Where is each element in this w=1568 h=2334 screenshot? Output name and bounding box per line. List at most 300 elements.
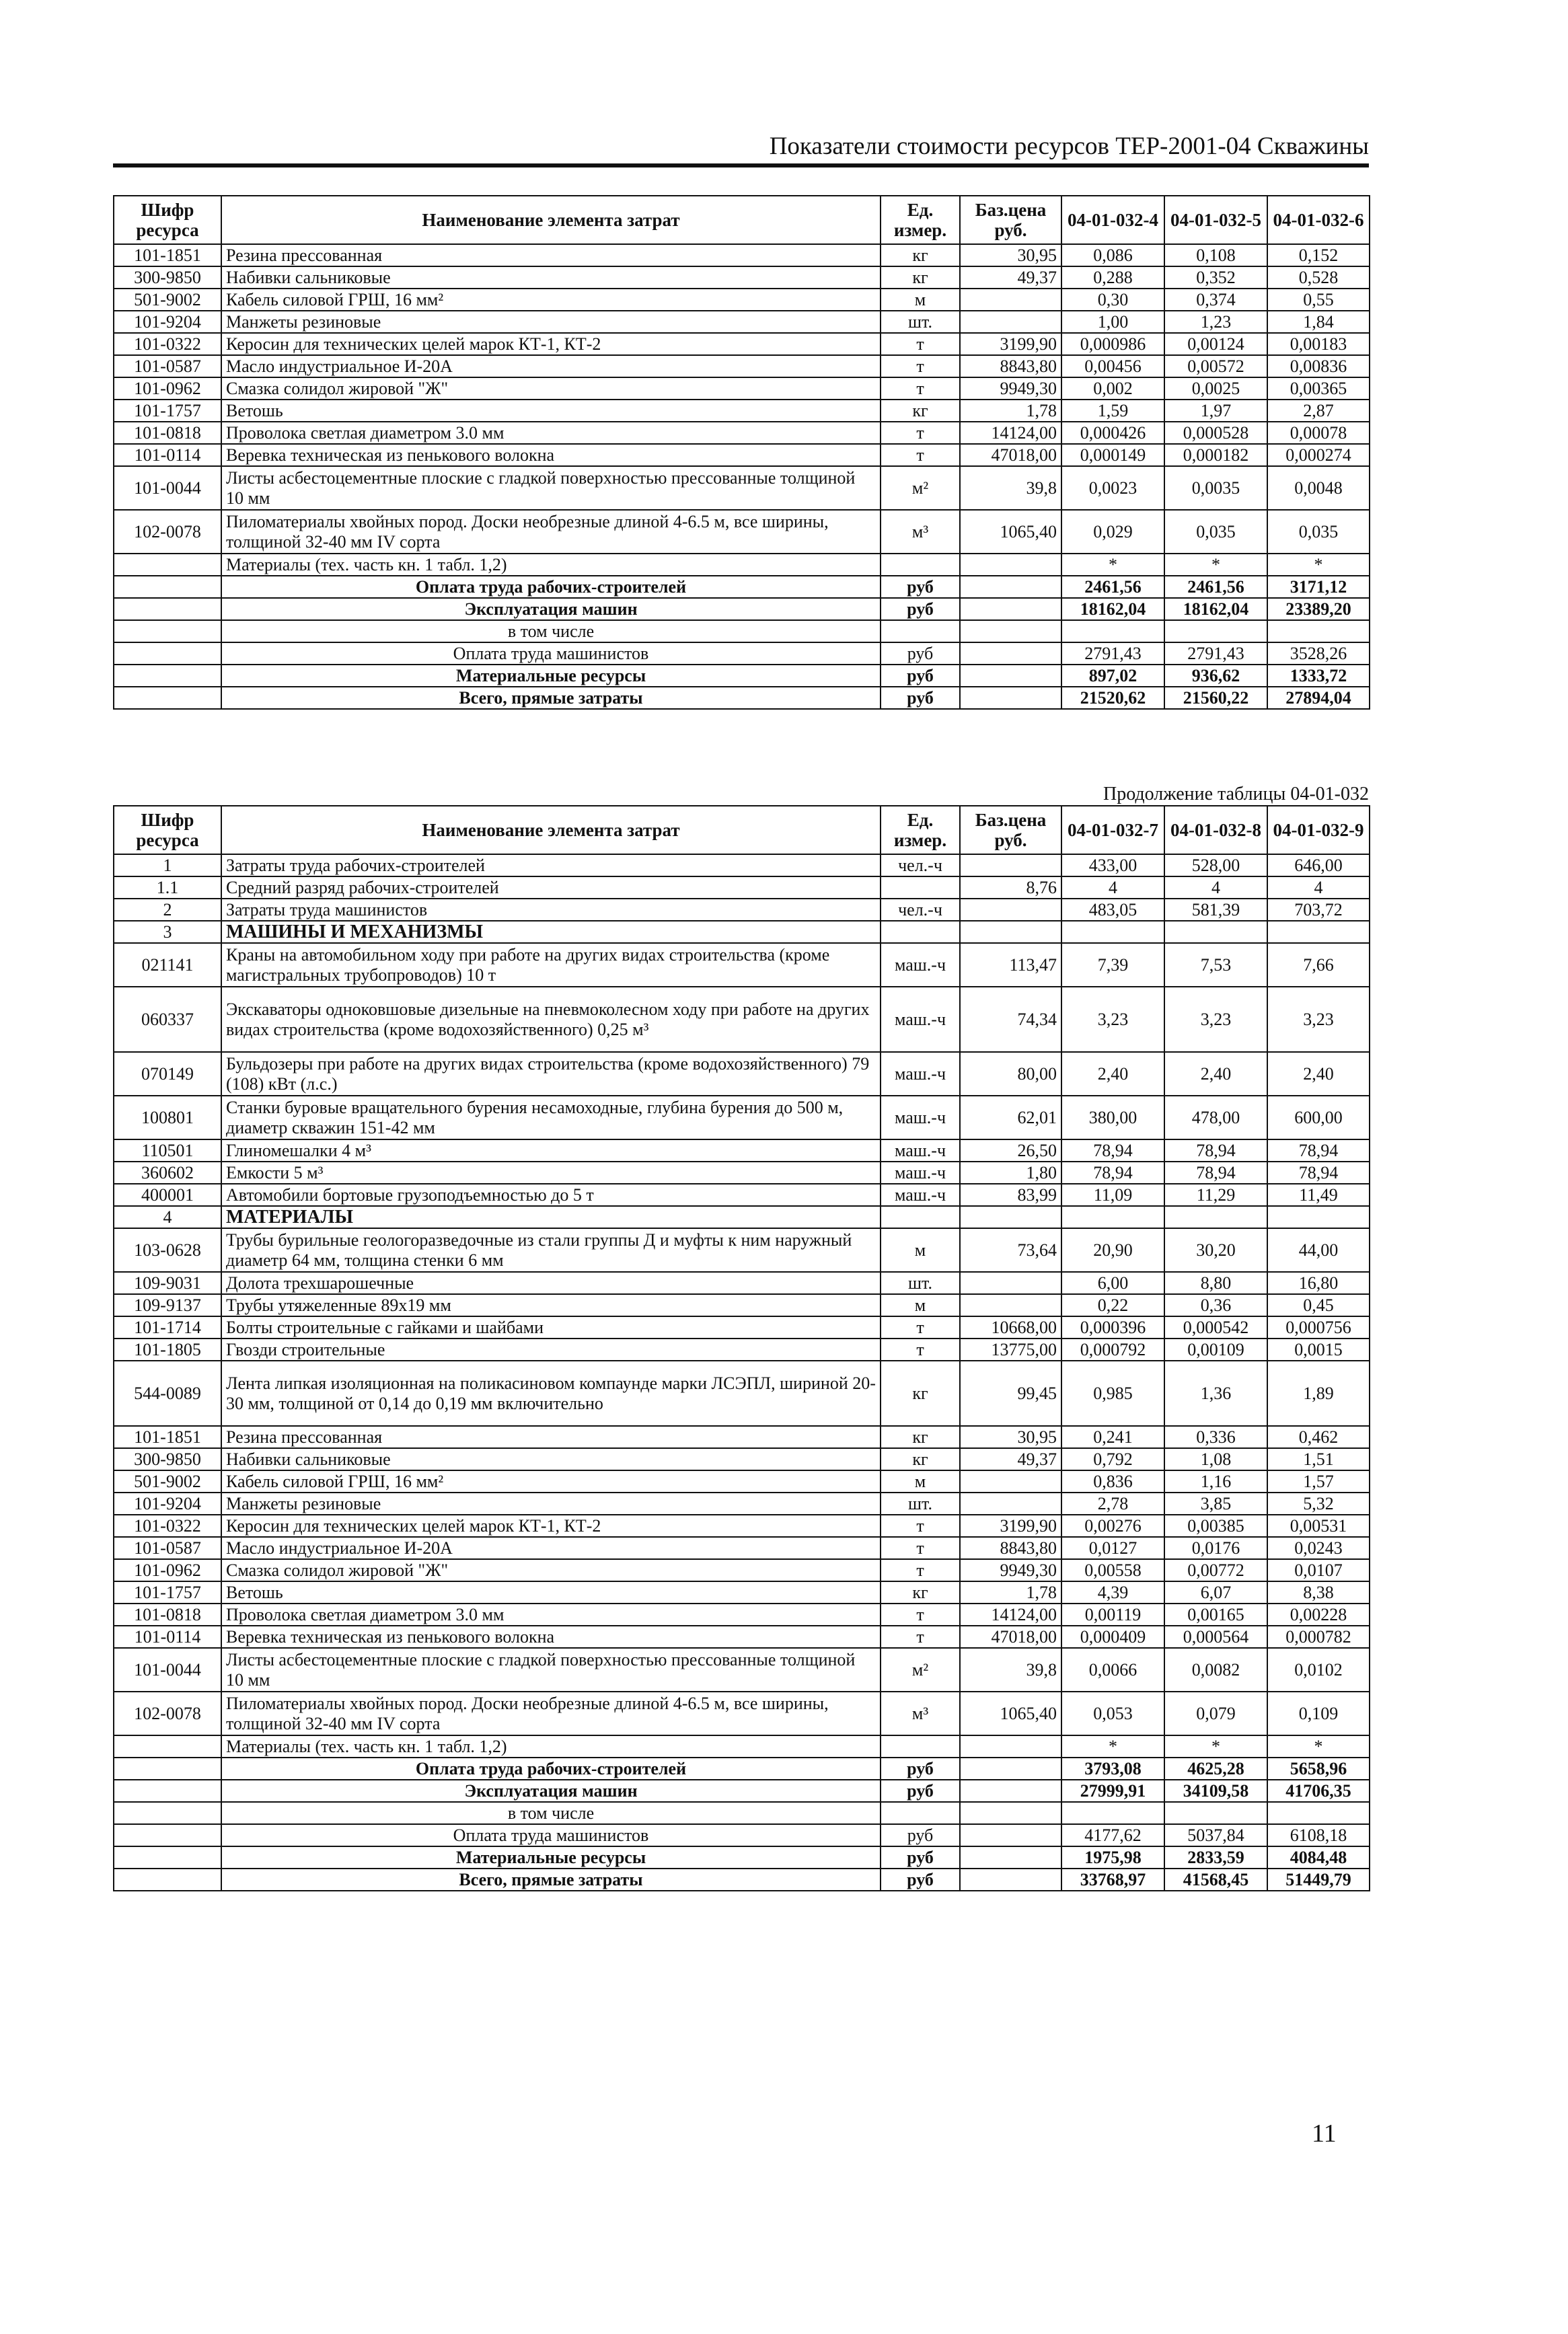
cell-name: Всего, прямые затраты xyxy=(221,687,881,709)
cell-value-3: 51449,79 xyxy=(1267,1869,1370,1891)
cell-value-2 xyxy=(1164,1206,1267,1228)
summary-row xyxy=(114,687,1370,709)
cell-value-1: 0,00119 xyxy=(1061,1604,1164,1626)
cell-value-2: 1,16 xyxy=(1164,1470,1267,1493)
cell-value-2: 1,97 xyxy=(1164,400,1267,422)
cell-value-1: 433,00 xyxy=(1061,854,1164,876)
cell-unit: кг xyxy=(881,400,960,422)
cell-code: 103-0628 xyxy=(114,1228,221,1272)
cell-value-3: 0,45 xyxy=(1267,1294,1370,1316)
cell-value-1: 4 xyxy=(1061,876,1164,899)
cell-name: Средний разряд рабочих-строителей xyxy=(221,876,881,899)
cell-price xyxy=(960,1294,1061,1316)
cell-unit xyxy=(881,1802,960,1824)
cell-code: 101-0962 xyxy=(114,377,221,400)
col-header-v3: 04-01-032-6 xyxy=(1267,196,1370,244)
cell-value-2: 0,108 xyxy=(1164,244,1267,266)
cell-price: 1,80 xyxy=(960,1162,1061,1184)
cell-value-1: 4,39 xyxy=(1061,1581,1164,1604)
cell-name: Проволока светлая диаметром 3.0 мм xyxy=(221,422,881,444)
cell-code xyxy=(114,1780,221,1802)
cell-value-3: 3171,12 xyxy=(1267,576,1370,598)
cell-value-2: 2791,43 xyxy=(1164,642,1267,665)
cell-price: 99,45 xyxy=(960,1361,1061,1426)
cell-value-3: 78,94 xyxy=(1267,1162,1370,1184)
cell-unit: т xyxy=(881,1626,960,1648)
cell-value-1: 0,086 xyxy=(1061,244,1164,266)
cell-price xyxy=(960,1470,1061,1493)
table-row xyxy=(114,1339,1370,1361)
cell-value-3: 3528,26 xyxy=(1267,642,1370,665)
cell-value-2: 34109,58 xyxy=(1164,1780,1267,1802)
cell-price: 49,37 xyxy=(960,266,1061,289)
cell-value-1 xyxy=(1061,1802,1164,1824)
table-row xyxy=(114,1604,1370,1626)
cell-name: Манжеты резиновые xyxy=(221,1493,881,1515)
cell-code: 501-9002 xyxy=(114,1470,221,1493)
summary-row xyxy=(114,620,1370,642)
table-row xyxy=(114,1361,1370,1426)
cell-value-3: 0,000274 xyxy=(1267,444,1370,466)
cell-price: 83,99 xyxy=(960,1184,1061,1206)
cell-value-2: 0,0176 xyxy=(1164,1537,1267,1559)
cell-name: МАШИНЫ И МЕХАНИЗМЫ xyxy=(221,921,881,943)
cell-value-3: 0,0102 xyxy=(1267,1648,1370,1692)
cell-value-1: 483,05 xyxy=(1061,899,1164,921)
table-row xyxy=(114,1228,1370,1272)
cell-value-3: 3,23 xyxy=(1267,987,1370,1052)
cell-unit xyxy=(881,1206,960,1228)
cell-unit: чел.-ч xyxy=(881,899,960,921)
cell-name: Долота трехшарошечные xyxy=(221,1272,881,1294)
cell-value-3 xyxy=(1267,1802,1370,1824)
cell-code: 400001 xyxy=(114,1184,221,1206)
cell-value-3: 4 xyxy=(1267,876,1370,899)
cell-value-2: 581,39 xyxy=(1164,899,1267,921)
cell-code: 101-0044 xyxy=(114,1648,221,1692)
cell-code: 100801 xyxy=(114,1096,221,1139)
cell-code xyxy=(114,620,221,642)
cell-value-3: 27894,04 xyxy=(1267,687,1370,709)
cell-value-2: 6,07 xyxy=(1164,1581,1267,1604)
cell-unit xyxy=(881,554,960,576)
cell-unit: м xyxy=(881,289,960,311)
cell-name: Бульдозеры при работе на других видах строительства (кроме водохозяйственного) 79 (108) кВт (л.с.) xyxy=(221,1052,881,1096)
cell-name: Резина прессованная xyxy=(221,1426,881,1448)
table-row xyxy=(114,400,1370,422)
cell-value-2: 936,62 xyxy=(1164,665,1267,687)
cell-value-3: 7,66 xyxy=(1267,943,1370,987)
cell-value-2: 0,0035 xyxy=(1164,466,1267,510)
cell-value-3: 1,89 xyxy=(1267,1361,1370,1426)
col-header-v2: 04-01-032-8 xyxy=(1164,806,1267,854)
cell-unit: маш.-ч xyxy=(881,1052,960,1096)
col-header-code: Шифр ресурса xyxy=(114,196,221,244)
cell-price: 74,34 xyxy=(960,987,1061,1052)
cell-value-2: 3,85 xyxy=(1164,1493,1267,1515)
cell-unit: маш.-ч xyxy=(881,943,960,987)
cell-value-2: 7,53 xyxy=(1164,943,1267,987)
table-row xyxy=(114,943,1370,987)
cell-name: Материалы (тех. часть кн. 1 табл. 1,2) xyxy=(221,1735,881,1758)
cell-value-3: 23389,20 xyxy=(1267,598,1370,620)
cell-unit: т xyxy=(881,377,960,400)
cell-price xyxy=(960,576,1061,598)
summary-row xyxy=(114,576,1370,598)
table-row xyxy=(114,1735,1370,1758)
table-row xyxy=(114,876,1370,899)
table-row xyxy=(114,289,1370,311)
cell-value-2: 0,000542 xyxy=(1164,1316,1267,1339)
cell-code: 102-0078 xyxy=(114,1692,221,1735)
cell-name: Пиломатериалы хвойных пород. Доски необрезные длиной 4-6.5 м, все ширины, толщиной 32-40 мм IV сорта xyxy=(221,1692,881,1735)
cell-name: Емкости 5 м³ xyxy=(221,1162,881,1184)
cell-unit: руб xyxy=(881,665,960,687)
cell-price xyxy=(960,642,1061,665)
cell-value-3: * xyxy=(1267,1735,1370,1758)
cell-name: Резина прессованная xyxy=(221,244,881,266)
cell-value-2: 30,20 xyxy=(1164,1228,1267,1272)
cell-code xyxy=(114,1735,221,1758)
cell-price: 10668,00 xyxy=(960,1316,1061,1339)
cell-value-1: 0,0127 xyxy=(1061,1537,1164,1559)
cell-name: Набивки сальниковые xyxy=(221,1448,881,1470)
cell-code: 102-0078 xyxy=(114,510,221,554)
cell-name: Лента липкая изоляционная на поликасиновом компаунде марки ЛСЭПЛ, шириной 20-30 мм, толщиной от 0,14 до 0,19 мм включительно xyxy=(221,1361,881,1426)
cell-unit xyxy=(881,876,960,899)
cell-unit: шт. xyxy=(881,1272,960,1294)
summary-row xyxy=(114,598,1370,620)
cell-code: 021141 xyxy=(114,943,221,987)
cell-value-3: 0,0107 xyxy=(1267,1559,1370,1581)
cell-value-3: 0,55 xyxy=(1267,289,1370,311)
table-row xyxy=(114,266,1370,289)
cell-unit xyxy=(881,921,960,943)
cell-unit xyxy=(881,1735,960,1758)
cell-code: 101-0044 xyxy=(114,466,221,510)
cell-unit: т xyxy=(881,333,960,355)
cell-price xyxy=(960,1493,1061,1515)
cell-value-3: 78,94 xyxy=(1267,1139,1370,1162)
cell-name: Набивки сальниковые xyxy=(221,266,881,289)
cell-price: 47018,00 xyxy=(960,444,1061,466)
cell-value-2: 0,000528 xyxy=(1164,422,1267,444)
cell-value-2: 0,00109 xyxy=(1164,1339,1267,1361)
cell-value-3: 4084,48 xyxy=(1267,1846,1370,1869)
cell-name: Листы асбестоцементные плоские с гладкой поверхностью прессованные толщиной 10 мм xyxy=(221,466,881,510)
cell-value-1: 1,00 xyxy=(1061,311,1164,333)
cell-name: Эксплуатация машин xyxy=(221,1780,881,1802)
cell-value-1: 0,0066 xyxy=(1061,1648,1164,1692)
cell-value-2: 1,08 xyxy=(1164,1448,1267,1470)
col-header-unit: Ед. измер. xyxy=(881,196,960,244)
cell-code xyxy=(114,554,221,576)
cell-name: Веревка техническая из пенькового волокна xyxy=(221,444,881,466)
header-rule xyxy=(113,163,1369,167)
cell-value-2: 0,000182 xyxy=(1164,444,1267,466)
cell-price xyxy=(960,620,1061,642)
cell-value-2 xyxy=(1164,921,1267,943)
cell-unit: м xyxy=(881,1228,960,1272)
cell-code: 501-9002 xyxy=(114,289,221,311)
cell-unit: чел.-ч xyxy=(881,854,960,876)
cell-unit: т xyxy=(881,1515,960,1537)
cell-price xyxy=(960,1735,1061,1758)
table-row xyxy=(114,1559,1370,1581)
table-row xyxy=(114,1162,1370,1184)
cell-code xyxy=(114,665,221,687)
cell-value-2: 4625,28 xyxy=(1164,1758,1267,1780)
cell-price: 39,8 xyxy=(960,466,1061,510)
cell-price: 1,78 xyxy=(960,400,1061,422)
cell-name: Болты строительные с гайками и шайбами xyxy=(221,1316,881,1339)
cell-value-1: 33768,97 xyxy=(1061,1869,1164,1891)
cell-value-3: 16,80 xyxy=(1267,1272,1370,1294)
cell-value-2: 0,36 xyxy=(1164,1294,1267,1316)
cell-code: 101-0322 xyxy=(114,1515,221,1537)
cell-value-2: 0,374 xyxy=(1164,289,1267,311)
cell-price: 30,95 xyxy=(960,244,1061,266)
cell-value-1: 27999,91 xyxy=(1061,1780,1164,1802)
cell-value-3: 6108,18 xyxy=(1267,1824,1370,1846)
cell-value-1: 78,94 xyxy=(1061,1139,1164,1162)
cell-value-2: * xyxy=(1164,554,1267,576)
cell-unit: маш.-ч xyxy=(881,987,960,1052)
table-row xyxy=(114,554,1370,576)
cell-value-2: 0,00572 xyxy=(1164,355,1267,377)
col-header-name: Наименование элемента затрат xyxy=(221,806,881,854)
cell-unit: т xyxy=(881,355,960,377)
cell-code: 101-0818 xyxy=(114,422,221,444)
cell-price: 14124,00 xyxy=(960,1604,1061,1626)
table-row xyxy=(114,244,1370,266)
cell-price: 113,47 xyxy=(960,943,1061,987)
table-row xyxy=(114,444,1370,466)
cell-value-2: 0,00165 xyxy=(1164,1604,1267,1626)
cell-code: 101-1757 xyxy=(114,1581,221,1604)
cell-value-3: 0,00531 xyxy=(1267,1515,1370,1537)
cell-value-2: 2833,59 xyxy=(1164,1846,1267,1869)
cell-value-2: 0,336 xyxy=(1164,1426,1267,1448)
cell-name: Манжеты резиновые xyxy=(221,311,881,333)
cell-name: Глиномешалки 4 м³ xyxy=(221,1139,881,1162)
cell-price: 62,01 xyxy=(960,1096,1061,1139)
table-row xyxy=(114,1139,1370,1162)
cell-unit: м³ xyxy=(881,510,960,554)
summary-row xyxy=(114,1824,1370,1846)
cell-name: Краны на автомобильном ходу при работе на других видах строительства (кроме магистральных трубопроводов) 10 т xyxy=(221,943,881,987)
cell-name: Оплата труда машинистов xyxy=(221,1824,881,1846)
cell-code: 101-1757 xyxy=(114,400,221,422)
table-header-row xyxy=(114,196,1370,244)
cell-price xyxy=(960,1846,1061,1869)
cell-unit: т xyxy=(881,1537,960,1559)
cell-value-2: 4 xyxy=(1164,876,1267,899)
cell-value-3 xyxy=(1267,620,1370,642)
cell-name: Пиломатериалы хвойных пород. Доски необрезные длиной 4-6.5 м, все ширины, толщиной 32-40 мм IV сорта xyxy=(221,510,881,554)
cell-name: Смазка солидол жировой "Ж" xyxy=(221,377,881,400)
cell-unit: кг xyxy=(881,266,960,289)
cell-unit: т xyxy=(881,422,960,444)
cell-unit: т xyxy=(881,1559,960,1581)
cell-price: 26,50 xyxy=(960,1139,1061,1162)
cell-value-3: 5658,96 xyxy=(1267,1758,1370,1780)
cell-name: Оплата труда машинистов xyxy=(221,642,881,665)
cell-name: Масло индустриальное И-20А xyxy=(221,355,881,377)
cell-value-1: 0,000149 xyxy=(1061,444,1164,466)
cell-name: Проволока светлая диаметром 3.0 мм xyxy=(221,1604,881,1626)
cell-code: 101-9204 xyxy=(114,311,221,333)
cell-value-1: 1,59 xyxy=(1061,400,1164,422)
cell-name: в том числе xyxy=(221,1802,881,1824)
cell-price xyxy=(960,921,1061,943)
cell-value-1: 0,000792 xyxy=(1061,1339,1164,1361)
cell-name: Станки буровые вращательного бурения несамоходные, глубина бурения до 500 м, диаметр скважин 151-42 мм xyxy=(221,1096,881,1139)
cell-value-1: 7,39 xyxy=(1061,943,1164,987)
cell-name: Трубы бурильные геологоразведочные из стали группы Д и муфты к ним наружный диаметр 64 мм, толщина стенки 6 мм xyxy=(221,1228,881,1272)
cell-value-1: 0,002 xyxy=(1061,377,1164,400)
cell-price xyxy=(960,665,1061,687)
cell-unit: руб xyxy=(881,1780,960,1802)
cell-price xyxy=(960,1272,1061,1294)
cell-value-3: 0,00228 xyxy=(1267,1604,1370,1626)
table-row xyxy=(114,1493,1370,1515)
cell-value-1: 897,02 xyxy=(1061,665,1164,687)
cell-code: 101-0818 xyxy=(114,1604,221,1626)
cell-price xyxy=(960,289,1061,311)
cell-value-2: * xyxy=(1164,1735,1267,1758)
page-header: Показатели стоимости ресурсов ТЕР-2001-04 Скважины xyxy=(769,133,1369,160)
cell-name: Кабель силовой ГРШ, 16 мм² xyxy=(221,289,881,311)
cell-code xyxy=(114,1846,221,1869)
cell-price xyxy=(960,1780,1061,1802)
cell-price xyxy=(960,854,1061,876)
table-row xyxy=(114,1692,1370,1735)
cell-code: 544-0089 xyxy=(114,1361,221,1426)
cell-value-1: 2791,43 xyxy=(1061,642,1164,665)
cell-value-2: 78,94 xyxy=(1164,1162,1267,1184)
cell-value-3: 41706,35 xyxy=(1267,1780,1370,1802)
cell-code: 4 xyxy=(114,1206,221,1228)
cell-unit: кг xyxy=(881,1581,960,1604)
cell-name: Всего, прямые затраты xyxy=(221,1869,881,1891)
cell-name: Ветошь xyxy=(221,1581,881,1604)
cell-value-3: 0,000782 xyxy=(1267,1626,1370,1648)
cell-unit: кг xyxy=(881,244,960,266)
cell-name: Оплата труда рабочих-строителей xyxy=(221,1758,881,1780)
cell-code: 3 xyxy=(114,921,221,943)
cell-value-2: 2461,56 xyxy=(1164,576,1267,598)
cell-value-1 xyxy=(1061,1206,1164,1228)
cell-value-1: 0,836 xyxy=(1061,1470,1164,1493)
cell-value-1: 0,241 xyxy=(1061,1426,1164,1448)
cell-value-3: 703,72 xyxy=(1267,899,1370,921)
table-row xyxy=(114,333,1370,355)
cell-code: 109-9137 xyxy=(114,1294,221,1316)
cell-value-3: 0,000756 xyxy=(1267,1316,1370,1339)
cell-unit: м xyxy=(881,1294,960,1316)
cell-name: Экскаваторы одноковшовые дизельные на пневмоколесном ходу при работе на других видах строительства (кроме водохозяйственного) 0,25 м³ xyxy=(221,987,881,1052)
cell-unit: кг xyxy=(881,1448,960,1470)
cell-value-3: 0,00078 xyxy=(1267,422,1370,444)
cell-value-2: 0,00385 xyxy=(1164,1515,1267,1537)
cell-name: МАТЕРИАЛЫ xyxy=(221,1206,881,1228)
cell-value-1: 0,288 xyxy=(1061,266,1164,289)
cell-unit: руб xyxy=(881,642,960,665)
cell-value-3: * xyxy=(1267,554,1370,576)
summary-row xyxy=(114,665,1370,687)
cell-name: Масло индустриальное И-20А xyxy=(221,1537,881,1559)
section-row xyxy=(114,921,1370,943)
cell-name: Трубы утяжеленные 89х19 мм xyxy=(221,1294,881,1316)
table-row xyxy=(114,466,1370,510)
cell-unit: руб xyxy=(881,1846,960,1869)
cell-value-2 xyxy=(1164,620,1267,642)
cell-value-3: 0,035 xyxy=(1267,510,1370,554)
cell-name: Материальные ресурсы xyxy=(221,665,881,687)
cell-value-2 xyxy=(1164,1802,1267,1824)
cell-value-2: 3,23 xyxy=(1164,987,1267,1052)
cell-value-3: 1333,72 xyxy=(1267,665,1370,687)
cell-value-1: 0,00558 xyxy=(1061,1559,1164,1581)
cell-value-3: 600,00 xyxy=(1267,1096,1370,1139)
cell-value-1: 2,40 xyxy=(1061,1052,1164,1096)
table-row xyxy=(114,987,1370,1052)
cell-value-2: 0,00124 xyxy=(1164,333,1267,355)
summary-row xyxy=(114,1758,1370,1780)
cell-price: 8,76 xyxy=(960,876,1061,899)
cell-price: 73,64 xyxy=(960,1228,1061,1272)
cell-value-1: 0,30 xyxy=(1061,289,1164,311)
table-row xyxy=(114,1648,1370,1692)
table-row xyxy=(114,422,1370,444)
cell-unit: кг xyxy=(881,1426,960,1448)
col-header-code: Шифр ресурса xyxy=(114,806,221,854)
cell-value-1: 1975,98 xyxy=(1061,1846,1164,1869)
cell-unit: м³ xyxy=(881,1692,960,1735)
cell-value-2: 11,29 xyxy=(1164,1184,1267,1206)
cell-code: 070149 xyxy=(114,1052,221,1096)
col-header-name: Наименование элемента затрат xyxy=(221,196,881,244)
table-row xyxy=(114,377,1370,400)
cell-value-1: 6,00 xyxy=(1061,1272,1164,1294)
cell-code: 101-0322 xyxy=(114,333,221,355)
cell-code xyxy=(114,1824,221,1846)
cell-value-1 xyxy=(1061,921,1164,943)
cell-code xyxy=(114,576,221,598)
cell-price: 80,00 xyxy=(960,1052,1061,1096)
cell-value-3: 1,84 xyxy=(1267,311,1370,333)
cell-code: 101-0114 xyxy=(114,444,221,466)
cell-code: 101-0114 xyxy=(114,1626,221,1648)
cell-value-3: 5,32 xyxy=(1267,1493,1370,1515)
cell-value-1: 380,00 xyxy=(1061,1096,1164,1139)
cell-value-1: 0,0023 xyxy=(1061,466,1164,510)
resource-table-2 xyxy=(113,805,1370,1891)
cell-value-2: 0,00772 xyxy=(1164,1559,1267,1581)
table-row xyxy=(114,311,1370,333)
col-header-price: Баз.цена руб. xyxy=(960,806,1061,854)
cell-price: 1,78 xyxy=(960,1581,1061,1604)
cell-name: Оплата труда рабочих-строителей xyxy=(221,576,881,598)
cell-price xyxy=(960,687,1061,709)
cell-name: Материалы (тех. часть кн. 1 табл. 1,2) xyxy=(221,554,881,576)
cell-price: 9949,30 xyxy=(960,377,1061,400)
cell-value-3 xyxy=(1267,1206,1370,1228)
cell-value-1: * xyxy=(1061,554,1164,576)
cell-price: 49,37 xyxy=(960,1448,1061,1470)
cell-price: 1065,40 xyxy=(960,1692,1061,1735)
